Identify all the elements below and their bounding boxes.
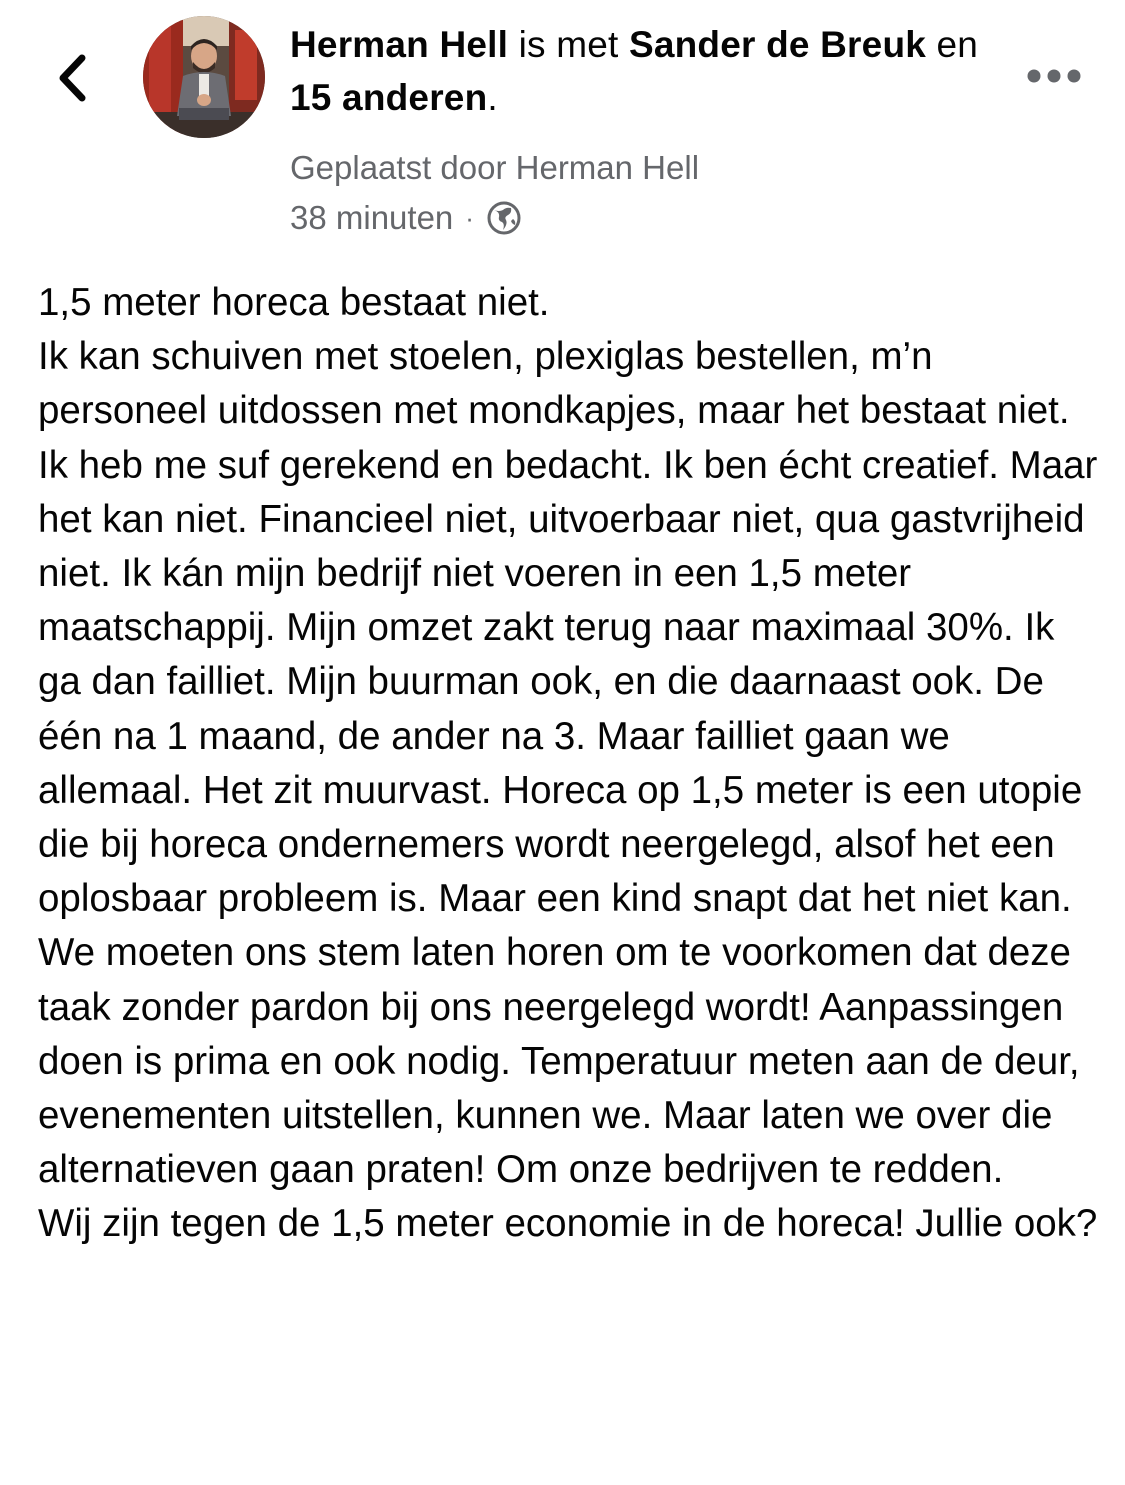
others-link[interactable]: 15 anderen bbox=[290, 77, 488, 118]
back-button[interactable] bbox=[48, 50, 96, 106]
with-text: is met bbox=[508, 24, 629, 65]
end-punct: . bbox=[487, 77, 498, 118]
more-horizontal-icon bbox=[1027, 69, 1081, 83]
post-paragraph-1: 1,5 meter horeca bestaat niet. bbox=[38, 281, 550, 324]
post-paragraph-2: Ik kan schuiven met stoelen, plexiglas bestellen, m’n personeel uitdossen met mondkapjes, maar het bestaat niet. Ik heb me suf gerekend en bedacht. Ik ben écht creatief. Maar het kan niet. Financieel niet, uitvoerbaar niet, qua gastvrijheid niet. Ik kán mijn bedrijf niet voeren in een 1,5 meter maatschappij. Mijn omzet zakt terug naar maximaal 30%. Ik ga dan failliet. Mijn buurman ook, en die daarnaast ook. De één na 1 maand, de ander na 3. Maar failliet gaan we allemaal. Het zit muurvast. Horeca op 1,5 meter is een utopie die bij horeca ondernemers wordt neergelegd, alsof het een oplosbaar probleem is. Maar een kind snapt dat het niet kan. We moeten ons stem laten horen om te voorkomen dat deze taak zonder pardon bij ons neergelegd wordt! Aanpassingen doen is prima en ook nodig. Temperatuur meten aan de deur, evenementen uitstellen, kunnen we. Maar laten we over die alternatieven gaan praten! Om onze bedrijven te redden. bbox=[38, 335, 1098, 1192]
post-paragraph-3: Wij zijn tegen de 1,5 meter economie in de horeca! Jullie ook? bbox=[38, 1202, 1098, 1246]
more-options-button[interactable] bbox=[1024, 56, 1084, 96]
timestamp-link[interactable]: 38 minuten bbox=[290, 199, 454, 236]
author-name-link[interactable]: Herman Hell bbox=[290, 24, 509, 65]
avatar-photo bbox=[143, 16, 265, 138]
and-text: en bbox=[926, 24, 979, 65]
author-line bbox=[290, 18, 990, 124]
posted-by-text: Geplaatst door Herman Hell bbox=[290, 149, 700, 186]
post-meta bbox=[290, 196, 990, 240]
avatar[interactable] bbox=[143, 16, 265, 138]
post-body bbox=[38, 276, 1098, 1252]
tagged-person-link[interactable]: Sander de Breuk bbox=[628, 24, 927, 65]
globe-icon[interactable] bbox=[486, 200, 522, 236]
chevron-left-icon bbox=[55, 52, 89, 104]
post-header bbox=[290, 18, 990, 240]
meta-separator: · bbox=[465, 203, 474, 233]
